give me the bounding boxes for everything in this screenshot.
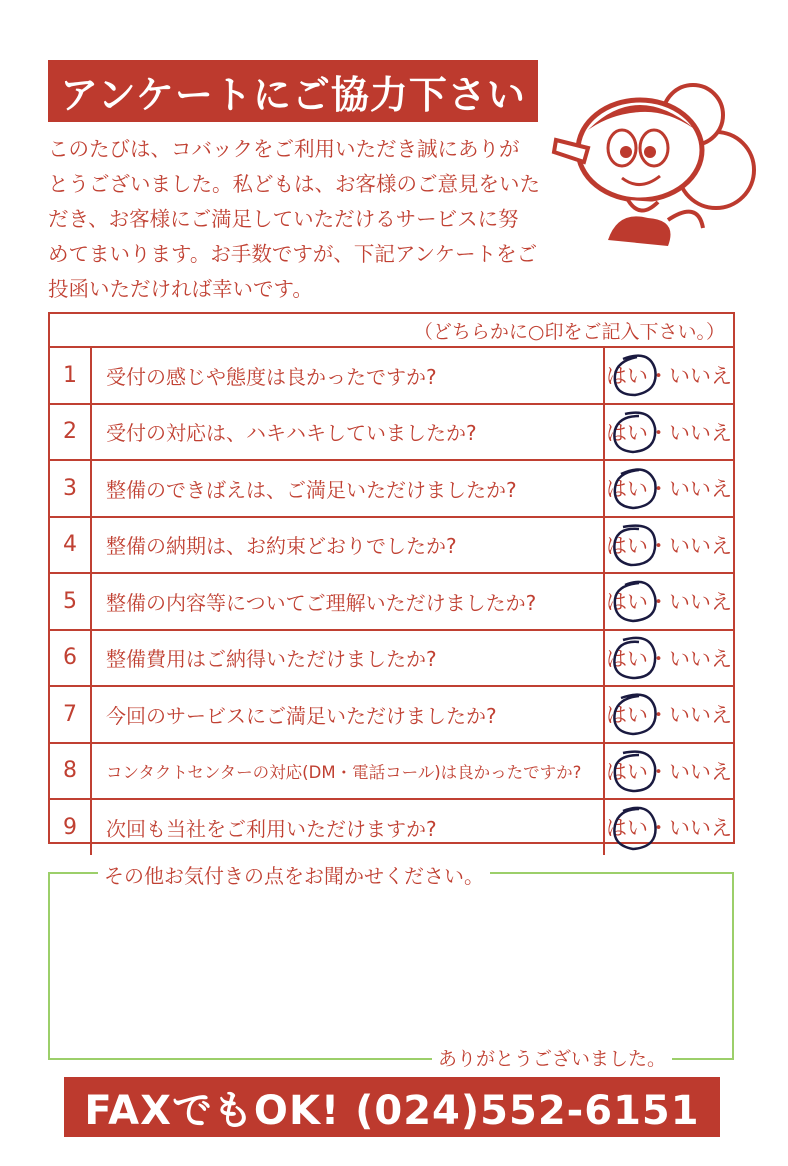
answer-choice[interactable] [603,348,733,403]
answer-choice[interactable] [603,631,733,686]
question-text: 受付の対応は、ハキハキしていましたか? [106,421,477,446]
table-row [50,631,733,688]
mascot-character-icon [548,70,758,260]
intro-line: とうございました。私どもは、お客様のご意見をいた [48,172,540,196]
survey-instruction: （どちらかに○印をご記入下さい。） [50,314,733,348]
question-text: 整備の内容等についてご理解いただけましたか? [106,590,537,615]
answer-choice[interactable] [603,518,733,573]
question-number: 4 [50,518,92,573]
comments-box[interactable] [48,864,734,1070]
answer-options: はい・いいえ [606,759,732,784]
intro-line: 投函いただければ幸いです。 [48,277,313,301]
question-text: 整備の納期は、お約束どおりでしたか? [106,534,457,559]
intro-text [48,132,548,307]
question-number: 2 [50,405,92,460]
comments-thanks: ありがとうございました。 [432,1044,672,1071]
question-text: 整備費用はご納得いただけましたか? [106,647,437,672]
question-number: 8 [50,744,92,799]
intro-line: このたびは、コバックをご利用いただき誠にありが [48,137,520,161]
answer-choice[interactable] [603,405,733,460]
answer-options: はい・いいえ [606,364,732,389]
table-row [50,348,733,405]
answer-choice[interactable] [603,461,733,516]
question-number: 6 [50,631,92,686]
question-text: 今回のサービスにご満足いただけましたか? [106,703,497,728]
question-number: 1 [50,348,92,403]
survey-table [48,312,735,844]
table-row [50,687,733,744]
answer-options: はい・いいえ [606,420,732,445]
answer-choice[interactable] [603,687,733,742]
table-row [50,574,733,631]
table-row [50,461,733,518]
title-banner [48,60,538,122]
table-row [50,405,733,462]
question-text: 整備のできばえは、ご満足いただけましたか? [106,477,517,502]
question-text: 受付の感じや態度は良かったですか? [106,364,437,389]
intro-line: めてまいります。お手数ですが、下記アンケートをご [48,242,538,266]
question-number: 5 [50,574,92,629]
fax-banner [64,1077,720,1137]
table-row [50,518,733,575]
table-row [50,744,733,801]
answer-options: はい・いいえ [606,477,732,502]
answer-options: はい・いいえ [606,533,732,558]
question-number: 7 [50,687,92,742]
table-row [50,800,733,855]
comments-label: その他お気付きの点をお聞かせください。 [98,860,490,889]
answer-options: はい・いいえ [606,703,732,728]
answer-choice[interactable] [603,800,733,855]
answer-choice[interactable] [603,574,733,629]
answer-options: はい・いいえ [606,816,732,841]
question-number: 3 [50,461,92,516]
question-text: 次回も当社をご利用いただけますか? [106,816,437,841]
answer-choice[interactable] [603,744,733,799]
answer-options: はい・いいえ [606,646,732,671]
question-number: 9 [50,800,92,855]
answer-options: はい・いいえ [606,590,732,615]
question-text: コンタクトセンターの対応(DM・電話コール)は良かったですか? [106,762,582,782]
intro-line: だき、お客様にご満足していただけるサービスに努 [48,207,519,231]
fax-number: FAXでもOK! (024)552-6151 [84,1087,700,1134]
page-title: アンケートにご協力下さい [60,72,526,117]
